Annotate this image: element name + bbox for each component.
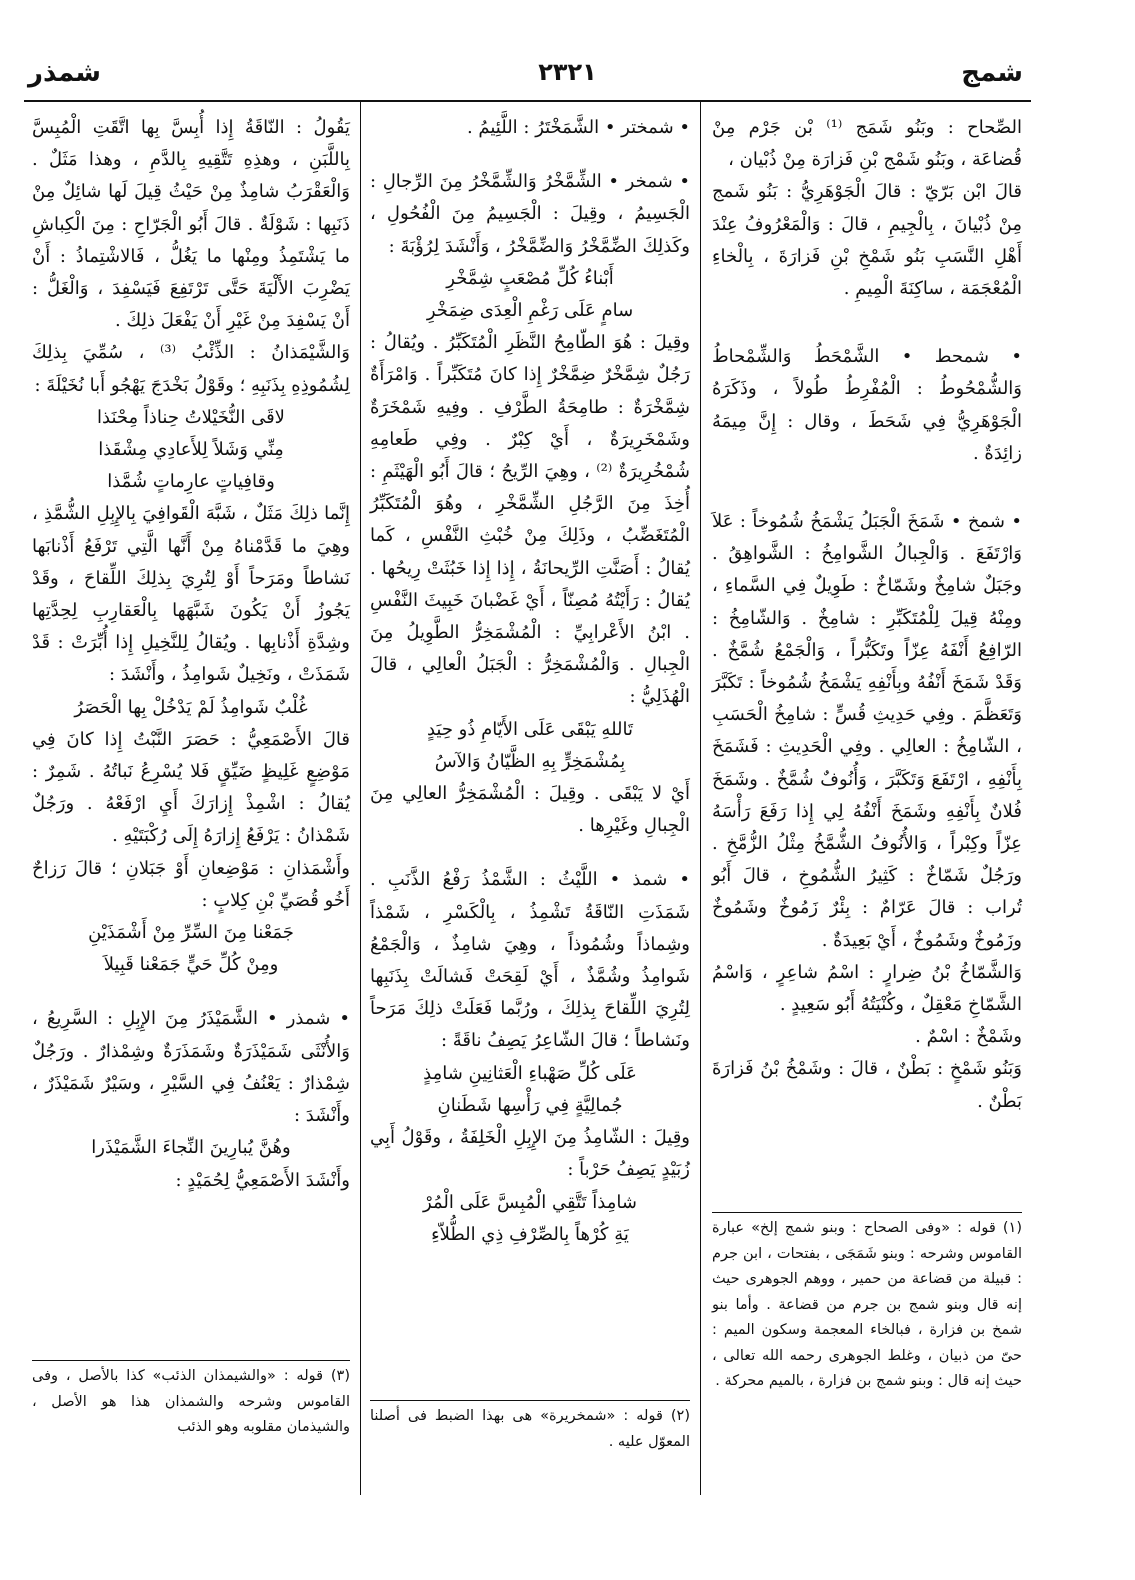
column-divider-right: [700, 100, 701, 1495]
verse-line: غُلْبٌ شَوامِذُ لَمْ يَدْخُلْ بِها الْحَصَرُ: [74, 696, 308, 718]
paragraph: وَالشَّيْمَذانُ : الذِّئْبُ ⁽³⁾ ، سُمِّيَ بِذلِكَ لِشُمُوذِهِ بِذَنَبِهِ ؛ وقَوْلُ بَخْدَجَ يَهْجُو أَبا نُخَيْلَةَ :: [32, 342, 351, 396]
column-middle: [370, 112, 690, 1251]
verse-line: شامِذاً تَتَّقِي الْمُبِسَّ عَلَى الْمُرْ: [423, 1191, 637, 1213]
footnote-rule-right: [712, 1212, 1022, 1213]
page-number: ٢٣٢١: [538, 58, 597, 86]
verse-line: جُمالِيَّةٍ فِي رَأْسِها شَطَنانِ: [437, 1094, 623, 1116]
verse-line: ومِنْ كُلِّ حَيٍّ جَمَعْنا قَبِيلاَ: [103, 954, 279, 976]
paragraph: قالَ الأَصْمَعِيُّ : حَصَرَ النَّبْتُ إِذا كانَ فِي مَوْضِعٍ غَلِيظٍ ضَيِّقٍ فَلا يُسْرِعُ نَباتُهُ . شَمِرٌ : يُقالُ : اشْمِذْ إِزارَكَ أَيِ ارْفَعْهُ . ورَجُلٌ شَمْذانُ : يَرْفَعُ إِزارَهُ إِلَى رُكْبَتَيْهِ .: [32, 728, 350, 847]
paragraph: وَبَنُو شَمْخٍ : بَطْنٌ ، قالَ : وشَمْخُ بْنُ فَزارَةَ بَطْنٌ .: [712, 1058, 1022, 1112]
verse-line: سامٍ عَلَى رَغْمِ الْعِدَى ضِمَخْرِ: [426, 300, 634, 322]
footnote-rule-left: [32, 1360, 350, 1361]
entry-shamadhar: • شمذر • الشَّمَيْذَرُ مِنَ الإِبِلِ : السَّرِيعُ ، وَالأُنْثَى شَمَيْذَرَةٌ وشَمَذَرَةٌ وشِمْذارٌ . ورَجُلٌ شِمْذارٌ : يَعْنُفُ فِي السَّيْرِ ، وسَيْرٌ شَمَيْذَرٌ ، وأَنْشَدَ :: [32, 1008, 350, 1127]
footnote-3: (٣) قوله : «والشيمذان الذئب» كذا بالأصل ، وفى القاموس وشرحه والشمذان هذا هو الأصل ، والشيذمان مقلوبه وهو الذئب: [32, 1368, 350, 1435]
verse-line: وهُنَّ يُبارِينَ النِّجاءَ الشَّمَيْذَرا: [91, 1137, 291, 1159]
footnote-1: (١) قوله : «وفى الصحاح : وبنو شمج إلخ» عبارة القاموس وشرحه : وبنو شَمَجَى ، بفتحات ، ابن جرم : قبيلة من قضاعة من حمير ، ووهم الجوهرى حيث إنه قال وبنو شمج بن جرم من قضاعة . وأما بنو شمخ بن فزارة ، فبالخاء المعجمة وسكون الميم : حىّ من ذبيان ، وغلط الجوهرى رحمه الله تعالى ، حيث إنه قال : وبنو شمج بن فزارة ، بالميم محركة .: [712, 1220, 1022, 1389]
paragraph: يَقُولُ : النّاقَةُ إِذا أُبِسَّ بِها اتَّقَتِ الْمُبِسَّ بِاللَّبَنِ ، وهذِهِ تَتَّقِيهِ بِالدَّمِ ، وهذا مَثَلٌ . وَالْعَقْرَبُ شامِذٌ مِنْ حَيْثُ قِيلَ لَها شائِلٌ مِنْ ذَنَبِها : شَوْلَةٌ . قالَ أَبُو الْجَرّاحِ : مِنَ الْكِباشِ ما يَشْتَمِذُ ومِنْها ما يَغُلُّ ، فَالاشْتِماذُ : أَنْ يَضْرِبَ الأَلْيَةَ حَتَّى تَرْتَفِعَ فَيَسْفِدَ ، وَالْغَلُّ : أَنْ يَسْفِدَ مِنْ غَيْرِ أَنْ يَفْعَلَ ذلِكَ .: [32, 117, 350, 332]
footnote-2: (٢) قوله : «شمخريرة» هى بهذا الضبط فى أصلنا المعوّل عليه .: [370, 1408, 690, 1450]
verse-line: عَلَى كُلِّ صَهْباءِ الْعَثانِينِ شامِذٍ: [423, 1062, 637, 1084]
header-rule: [24, 100, 1031, 102]
verse-line: بِمُشْمَخِرٍّ بِهِ الظَّيّانُ وَالآسُ: [434, 750, 626, 772]
paragraph: أَيْ لا يَبْقَى . وقِيلَ : الْمُشْمَخِرُّ العالِي مِنَ الْجِبالِ وغَيْرِها .: [370, 783, 690, 837]
paragraph: وقِيلَ : هُوَ الطّامِحُ النَّظَرِ الْمُتَكَبِّرُ . ويُقالُ : رَجُلٌ شِمَّخْرٌ ضِمَّخْرٌ إِذا كانَ مُتَكَبِّراً . وَامْرَأَةٌ شِمَّخْرَةٌ : طامِحَةُ الطَّرْفِ . وفِيهِ شَمْخَرَةٌ وشَمْخَرِيرَةٌ ، أَيْ كِبْرٌ . وفِي طَعامِهِ شُمْخُرِيرَةٌ ⁽²⁾ ، وهِيَ الرِّيحُ ؛ قالَ أَبُو الْهَيْثَمِ : أُخِذَ مِنَ الرَّجُلِ الشِّمَّخْرِ ، وهُوَ الْمُتَكَبِّرُ الْمُتَغَضِّبُ ، وذَلِكَ مِنْ خُبْثِ النَّفْسِ ، كَما يُقالُ : أَصَنَّتِ الرِّيحانَةُ ، إِذا إِذا خَبُثَتْ رِيحُها . يُقالُ : رَأَيْتُهُ مُصِنّاً ، أَيْ غَضْبانَ خَبِيثَ النَّفْسِ . ابْنُ الأَعْرابِيِّ : الْمُشْمَخِرُّ الطَّوِيلُ مِنَ الْجِبالِ . وَالْمُشْمَخِرُّ : الْجَبَلُ الْعالِي ، قالَ الْهُذَلِيُّ :: [370, 332, 690, 708]
verse-line: وقافِياتٍ عارِماتٍ شُمَّذا: [107, 471, 275, 493]
paragraph: وَالشَّمّاخُ بْنُ ضِرارٍ : اسْمُ شاعِرٍ ، وَاسْمُ الشَّمّاخِ مَعْقِلٌ ، وكُنْيَتُهُ أَبُو سَعِيدٍ .: [712, 961, 1022, 1016]
paragraph: قالَ ابْن بَرّيّ : قالَ الْجَوْهَرِيُّ : بَنُو شَمج مِنْ ذُبْيانَ ، بِالْجِيمِ ، قالَ : وَالْمَعْرُوفُ عِنْدَ أَهْلِ النَّسَبِ بَنُو شَمْخِ بْنِ فَزارَةَ ، بِالْخاءِ الْمُعْجَمَة ، ساكِنَةَ الْمِيمِ .: [712, 181, 1022, 300]
verse-line: جَمَعْنا مِنَ السِّرِّ مِنْ أَشْمَذَيْنِ: [88, 922, 294, 944]
paragraph: وأَشْمَذانِ : مَوْضِعانِ أَوْ جَبَلانِ ؛ قالَ رَزاحٌ أَخُو قُصَيِّ بْنِ كِلابٍ :: [32, 857, 350, 911]
paragraph: وقِيلَ : الشّامِذُ مِنَ الإِبِلِ الْخَلِفَةُ ، وقَوْلُ أَبِي زُبَيْدٍ يَصِفُ حَرْباً :: [370, 1127, 690, 1181]
verse-line: يَةِ كُرْهاً بِالصِّرْفِ ذِي الطُّلاّءِ: [431, 1223, 629, 1245]
running-head-left: شمذر: [28, 58, 101, 88]
column-divider-left: [360, 100, 361, 1495]
entry-shamadh: • شمذ • اللَّيْثُ : الشَّمْذُ رَفْعُ الذَّنَبِ . شَمَذَتِ النّاقَةُ تَشْمِذُ ، بِالْكَسْرِ ، شَمْذاً وشِماذاً وشُمُوذاً ، وهِيَ شامِذٌ ، وَالْجَمْعُ شَوامِذُ وشُمَّذٌ ، أَيْ لَقِحَتْ فَشالَتْ بِذَنَبِها لِتُرِيَ اللِّقاحَ بِذلِكَ ، ورُبَّما فَعَلَتْ ذلِكَ مَرَحاً ونَشاطاً ؛ قالَ الشّاعِرُ يَصِفُ ناقَةً :: [370, 869, 690, 1052]
verse-line: أَبْناءُ كُلِّ مُصْعَبٍ شِمَّخْرِ: [446, 267, 614, 289]
running-head-right: شمج: [961, 58, 1023, 88]
footnote-rule-middle: [370, 1400, 690, 1401]
entry-shamakhtar: • شمختر • الشَّمَخْتَرُ : اللَّئِيمُ .: [466, 117, 690, 138]
paragraph: وشَمْخٌ : اسْمٌ .: [915, 1026, 1022, 1048]
entry-shamakhr: • شمخر • الشِّمَّخْرُ وَالشِّمَّخْرُ مِنَ الرِّجالِ : الْجَسِيمُ ، وقِيلَ : الْجَسِيمُ مِنَ الْفُحُولِ ، وكَذلِكَ الضِّمَّخْرُ وَالضِّمَّخْرُ ، وَأَنْشَدَ لِرُؤْبَةَ :: [370, 171, 690, 257]
entry-shamakh: • شمخ • شَمَخَ الْجَبَلُ يَشْمَخُ شُمُوخاً : عَلاَ وَارْتَفَعَ . وَالْجِبالُ الشَّوامِخُ : الشَّواهِقُ . وجَبَلٌ شامِخٌ وشَمّاخٌ : طَوِيلٌ فِي السَّماءِ ، ومِنْهُ قِيلَ لِلْمُتَكَبِّرِ : شامِخٌ . وَالشّامِخُ : الرّافِعُ أَنْفَهُ عِزّاً وتَكَبُّراً ، وَالْجَمْعُ شُمَّخٌ . وَقَدْ شَمَخَ أَنْفُهُ وبِأَنْفِهِ يَشْمَخُ شُمُوخاً : تَكَبَّرَ وَتَعَظَّمَ . وفِي حَدِيثِ قُسٍّ : شامِخُ الْحَسَبِ ، الشّامِخُ : العالِي . وفِي الْحَدِيثِ : فَشَمَخَ بِأَنْفِهِ ، ارْتَفَعَ وَتَكَبَّرَ ، وَأُنُوفٌ شُمَّخٌ . وشَمَخَ فُلانٌ بِأَنْفِهِ وشَمَخَ أَنْفُهُ لِي إِذا رَفَعَ رَأْسَهُ عِزّاً وكِبْراً ، وَالأُنُوفُ الشُّمَّخُ مِثْلُ الزُّمَّخِ . ورَجُلٌ شَمّاخٌ : كَثِيرُ الشُّمُوخِ ، قالَ أَبُو تُراب : قالَ عَرّامٌ : بِئْرٌ زَمُوخٌ وشَمُوخٌ وزَمُوخٌ وشَمُوخٌ ، أَيْ بَعِيدَةٌ .: [712, 511, 1022, 951]
paragraph: إِنَّما ذلِكَ مَثَلٌ ، شَبَّهَ الْقَوافِيَ بِالإِبِلِ الشُّمَّذِ ، وهِيَ ما قَدَّمْناهُ مِنْ أَنَّها الَّتِي تَرْفَعُ أَذْنابَها نَشاطاً ومَرَحاً أَوْ لِتُرِيَ بِذلِكَ اللِّقاحَ ، وقَدْ يَجُوزُ أَنْ يَكُونَ شَبَّهَها بِالْعَقارِبِ لِحِدَّتِها وشِدَّةِ أَذْنابِها . ويُقالُ لِلنَّخِيلِ إِذا أُبِّرَتْ : قَدْ شَمَذَتْ ، ونَخِيلٌ شَوامِذُ ، وأَنْشَدَ :: [32, 503, 350, 686]
paragraph: الصِّحاح : وبَنُو شَمَج ⁽¹⁾ بْن جَرْم مِنْ قُضاعَة ، وبَنُو شَمْج بْنِ فَزارَة مِنْ ذُبْيان ،: [712, 117, 1022, 171]
verse-line: لاقَى النُّخَيْلاتُ حِناذاً مِحْنَذا: [97, 406, 285, 428]
column-left: [32, 112, 350, 1197]
verse-line: تَاللهِ يَبْقَى عَلَى الأَيّامِ ذُو حِيَدٍ: [426, 718, 634, 740]
column-right: [712, 112, 1022, 1118]
verse-line: مِنِّي وَشَلاً لِلأَعادِي مِشْقَذا: [98, 439, 284, 461]
entry-shamhat: • شمحط • الشَّمْحَطُ وَالشِّمْحاطُ وَالشُّمْحُوطُ : الْمُفْرِطُ طُولاً ، وذَكَرَهُ الْجَوْهَرِيُّ فِي شَحَطَ ، وقال : إِنَّ مِيمَهُ زائِدَةٌ .: [712, 346, 1022, 464]
paragraph: وأَنْشَدَ الأَصْمَعِيُّ لِحُمَيْدٍ :: [175, 1169, 350, 1191]
